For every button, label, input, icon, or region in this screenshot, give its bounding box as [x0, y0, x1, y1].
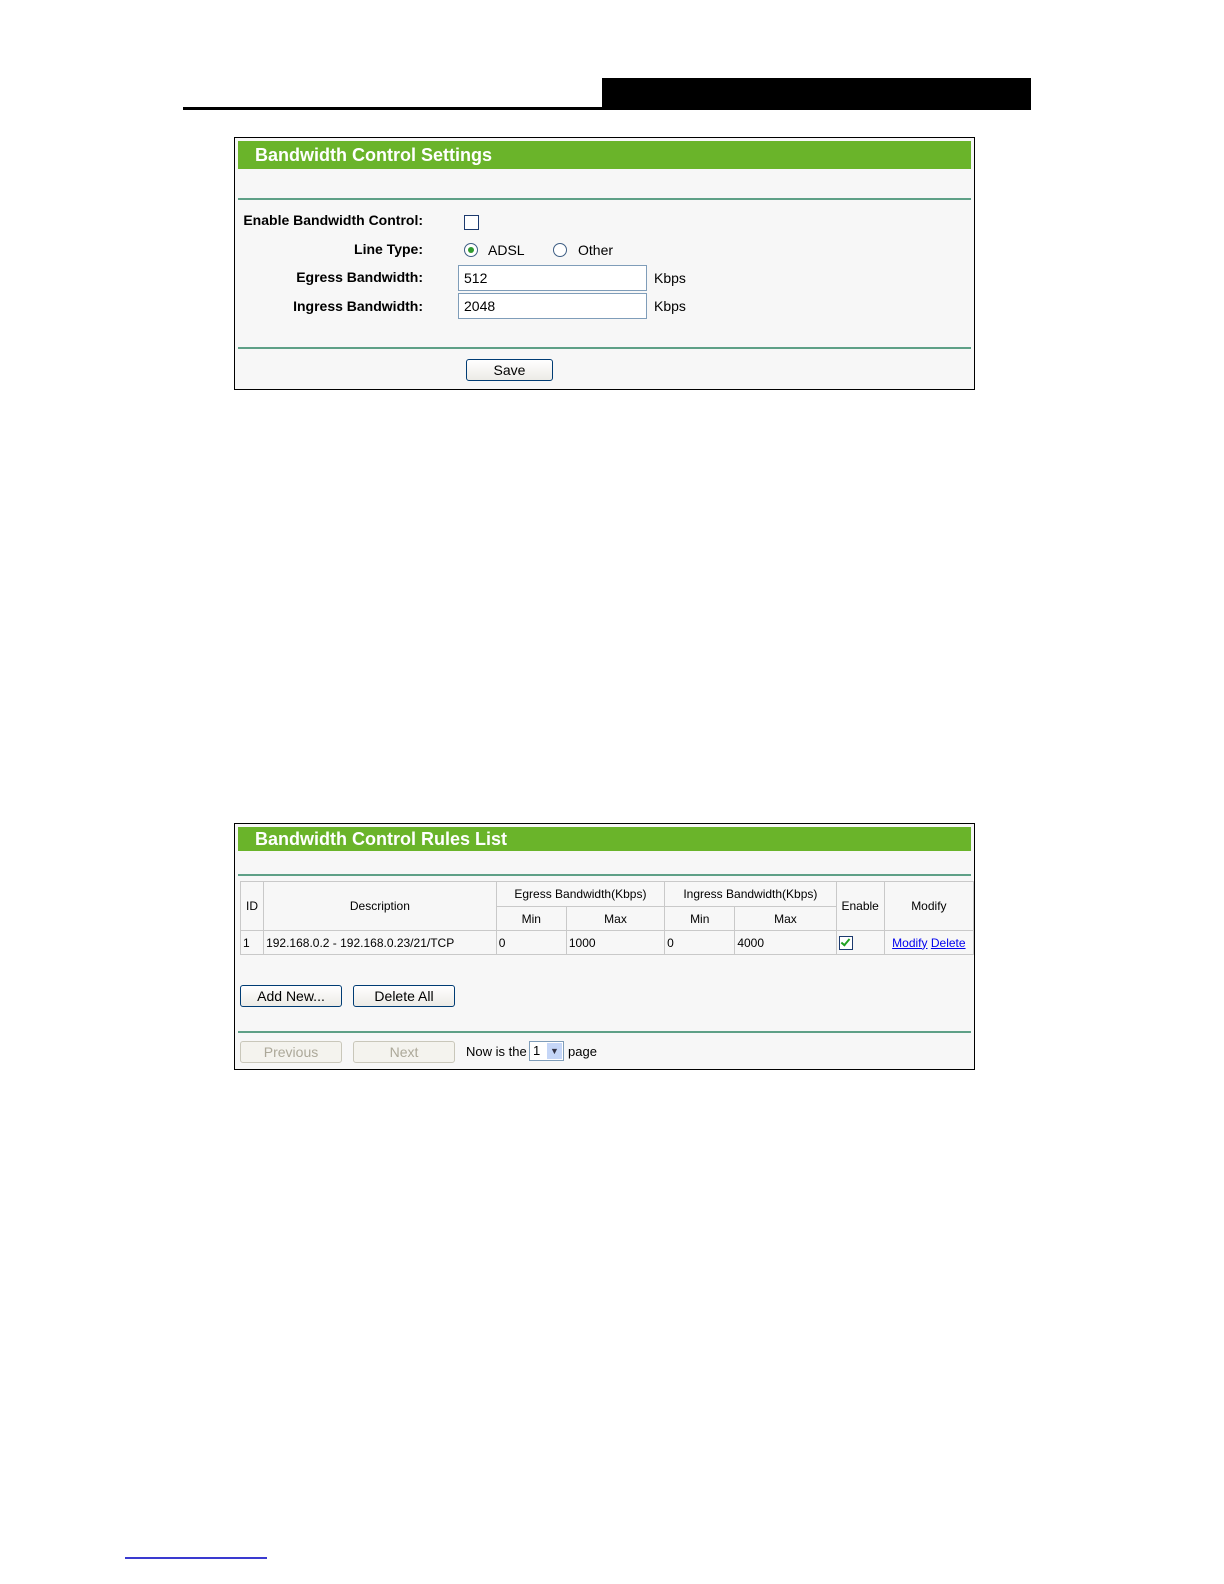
- bandwidth-rules-panel: [234, 823, 975, 1070]
- settings-title: Bandwidth Control Settings: [238, 141, 971, 169]
- line-type-other-radio[interactable]: [553, 243, 567, 257]
- ingress-bandwidth-input[interactable]: 2048: [458, 293, 647, 319]
- ingress-label: Ingress Bandwidth:: [293, 298, 423, 314]
- row-id: 1: [241, 931, 264, 955]
- modify-link[interactable]: Modify: [892, 935, 928, 950]
- enable-label: Enable Bandwidth Control:: [243, 212, 423, 228]
- row-egress-min: 0: [496, 931, 566, 955]
- rules-bottom-divider: [238, 1031, 971, 1033]
- now-is-the-label: Now is the: [466, 1044, 527, 1059]
- line-type-label: Line Type:: [354, 241, 423, 257]
- document-header-rule: [183, 107, 1031, 110]
- page-label: page: [568, 1044, 597, 1059]
- egress-unit: Kbps: [654, 270, 686, 286]
- row-ingress-max: 4000: [735, 931, 836, 955]
- col-ingress-max: Max: [735, 907, 836, 931]
- col-egress: Egress Bandwidth(Kbps): [496, 882, 664, 907]
- col-ingress: Ingress Bandwidth(Kbps): [665, 882, 836, 907]
- rules-table: [240, 881, 974, 955]
- egress-bandwidth-input[interactable]: 512: [458, 265, 647, 291]
- delete-link[interactable]: Delete: [930, 935, 966, 950]
- row-description: 192.168.0.2 - 192.168.0.23/21/TCP: [264, 931, 497, 955]
- rules-title: Bandwidth Control Rules List: [238, 827, 971, 851]
- add-new-button[interactable]: Add New...: [240, 985, 342, 1007]
- egress-label: Egress Bandwidth:: [296, 269, 423, 285]
- bandwidth-settings-panel: [234, 137, 975, 390]
- col-egress-min: Min: [496, 907, 566, 931]
- table-row: [241, 931, 974, 955]
- rules-top-divider: [238, 874, 971, 876]
- page-select-value: 1: [533, 1043, 541, 1058]
- col-description: Description: [264, 882, 497, 931]
- col-ingress-min: Min: [665, 907, 735, 931]
- row-enable-cell: [836, 931, 884, 955]
- line-type-other-label: Other: [578, 242, 614, 258]
- col-egress-max: Max: [566, 907, 664, 931]
- col-enable: Enable: [836, 882, 884, 931]
- page-select[interactable]: [529, 1041, 564, 1061]
- chevron-down-icon: ▼: [547, 1043, 562, 1059]
- settings-top-divider: [238, 198, 971, 200]
- enable-checkbox[interactable]: [464, 215, 479, 230]
- col-id: ID: [241, 882, 264, 931]
- row-ingress-min: 0: [665, 931, 735, 955]
- save-button[interactable]: Save: [466, 359, 553, 381]
- document-footer-link: [125, 1557, 267, 1559]
- settings-bottom-divider: [238, 347, 971, 349]
- document-header-block: [602, 78, 1031, 110]
- delete-all-button[interactable]: Delete All: [353, 985, 455, 1007]
- row-actions: [884, 931, 973, 955]
- ingress-unit: Kbps: [654, 298, 686, 314]
- col-modify: Modify: [884, 882, 973, 931]
- line-type-adsl-radio[interactable]: [464, 243, 478, 257]
- next-button[interactable]: Next: [353, 1041, 455, 1063]
- previous-button[interactable]: Previous: [240, 1041, 342, 1063]
- line-type-adsl-label: ADSL: [488, 242, 525, 258]
- row-enable-checkbox[interactable]: [839, 936, 853, 950]
- row-egress-max: 1000: [566, 931, 664, 955]
